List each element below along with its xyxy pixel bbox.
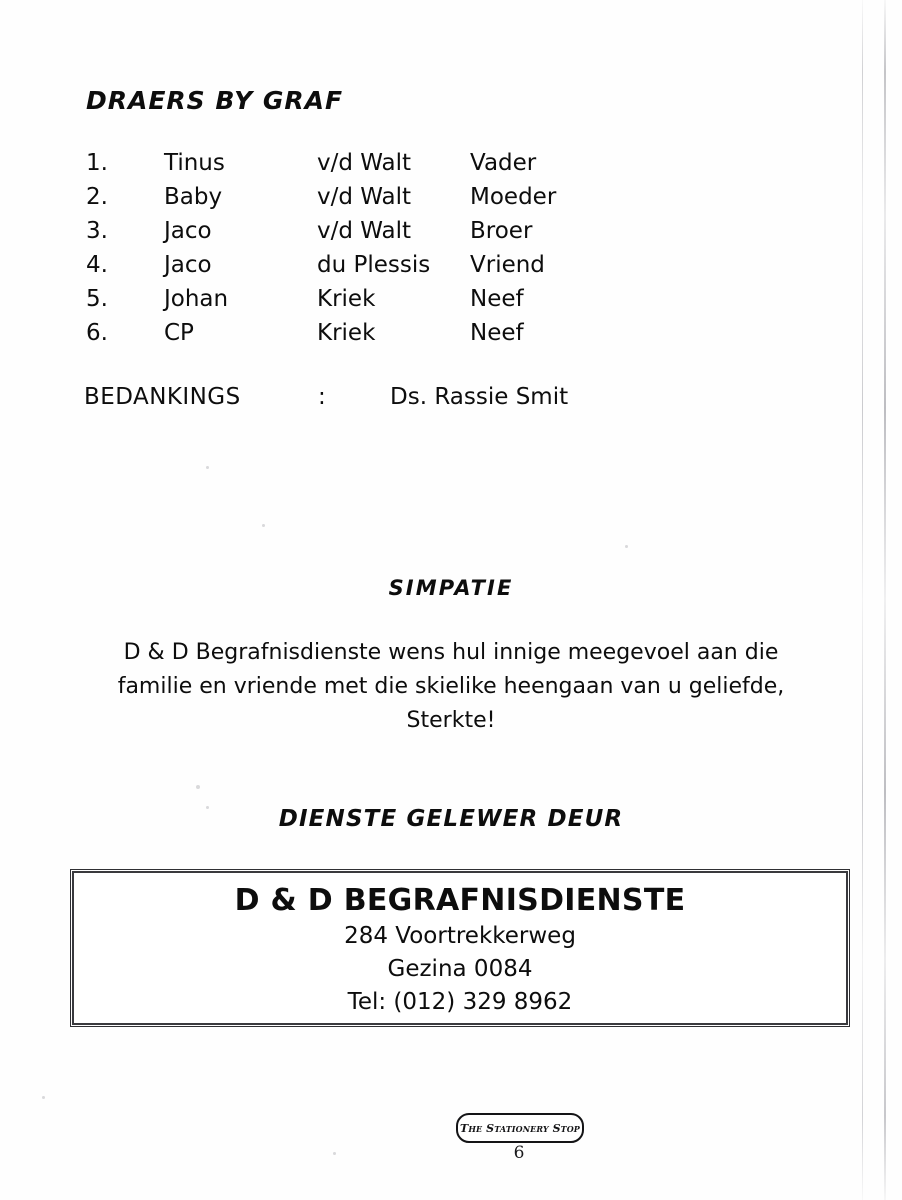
provider-street: 284 Voortrekkerweg (344, 923, 576, 949)
printer-logo (456, 1113, 584, 1143)
scan-speck (262, 524, 265, 527)
bearer-first-name: Johan (164, 286, 229, 312)
sympathy-heading: SIMPATIE (388, 576, 514, 600)
bearer-row (0, 286, 902, 320)
services-rendered-heading: DIENSTE GELEWER DEUR (278, 806, 624, 832)
bearer-index: 5. (86, 286, 108, 312)
bearer-surname: v/d Walt (317, 218, 412, 244)
service-provider-box (70, 869, 850, 1027)
bearer-relation: Neef (470, 286, 524, 312)
bearer-first-name: Baby (164, 184, 223, 210)
bearer-relation: Neef (470, 320, 524, 346)
bearer-relation: Vriend (470, 252, 545, 278)
bearer-relation: Vader (470, 150, 537, 176)
bearer-first-name: Tinus (164, 150, 225, 176)
provider-suburb: Gezina 0084 (387, 956, 533, 982)
acknowledgements-value: Ds. Rassie Smit (390, 384, 569, 410)
bearer-row (0, 184, 902, 218)
acknowledgements-separator: : (318, 384, 326, 410)
scan-speck (196, 785, 200, 789)
bearer-row (0, 218, 902, 252)
bearers-list (0, 150, 902, 354)
bearer-first-name: Jaco (164, 218, 212, 244)
bearer-surname: Kriek (317, 320, 376, 346)
acknowledgements-row (0, 384, 902, 416)
sympathy-line: Sterkte! (406, 708, 496, 733)
bearer-surname: v/d Walt (317, 184, 412, 210)
bearer-row (0, 320, 902, 354)
bearer-surname: du Plessis (317, 252, 431, 278)
bearer-surname: v/d Walt (317, 150, 412, 176)
bearer-surname: Kriek (317, 286, 376, 312)
sympathy-line: D & D Begrafnisdienste wens hul innige meegevoel aan die (123, 640, 779, 665)
bearer-index: 1. (86, 150, 108, 176)
bearer-relation: Moeder (470, 184, 557, 210)
bearer-index: 2. (86, 184, 108, 210)
bearer-first-name: Jaco (164, 252, 212, 278)
printer-logo-label: The Stationery Stop (460, 1121, 580, 1135)
provider-name: D & D BEGRAFNISDIENSTE (234, 883, 686, 918)
sympathy-line: familie en vriende met die skielike heengaan van u geliefde, (117, 674, 785, 699)
bearer-row (0, 150, 902, 184)
bearer-first-name: CP (164, 320, 194, 346)
scan-speck (625, 545, 628, 548)
acknowledgements-label: BEDANKINGS (84, 384, 241, 410)
bearer-index: 4. (86, 252, 108, 278)
service-provider-details (71, 882, 849, 1019)
bearer-index: 6. (86, 320, 108, 346)
bearer-relation: Broer (470, 218, 533, 244)
bearers-heading: DRAERS BY GRAF (86, 86, 344, 115)
sympathy-message (101, 636, 801, 738)
bearer-index: 3. (86, 218, 108, 244)
scan-speck (206, 466, 209, 469)
bearer-row (0, 252, 902, 286)
provider-telephone: Tel: (012) 329 8962 (347, 989, 573, 1015)
scan-speck (42, 1096, 45, 1099)
page-number: 6 (513, 1143, 525, 1163)
